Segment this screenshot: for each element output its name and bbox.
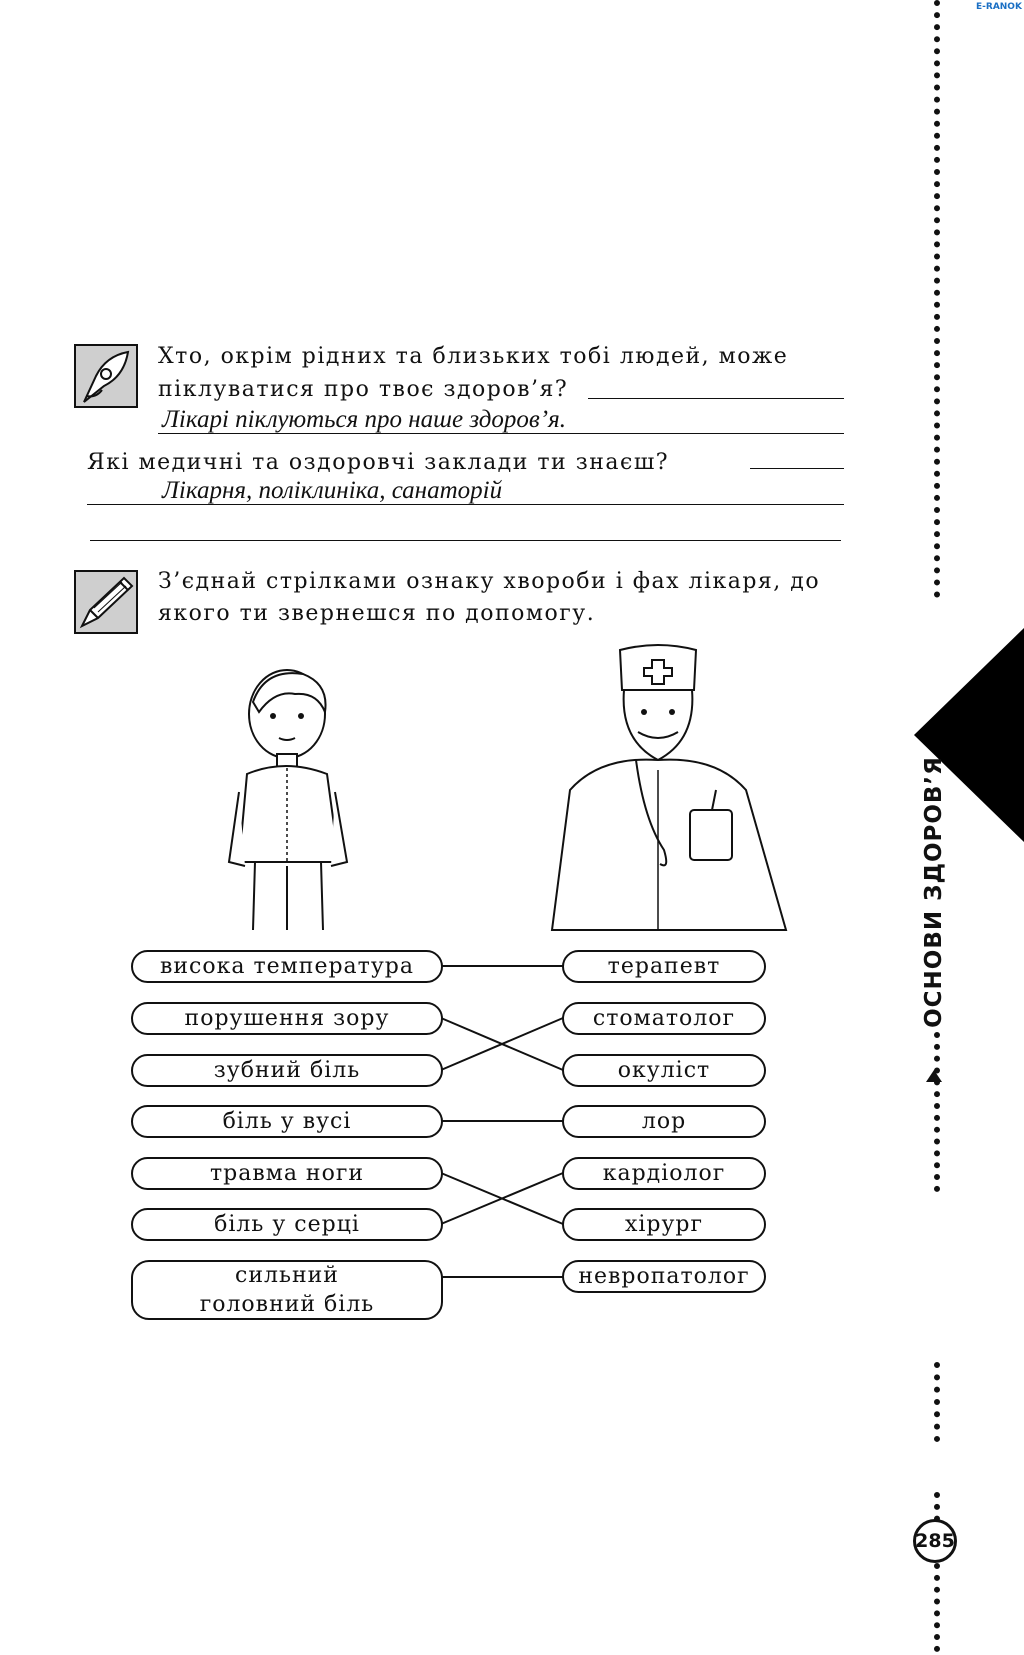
symptom-box[interactable] — [131, 1002, 443, 1035]
doctor-label: терапевт — [607, 954, 721, 979]
symptom-label: біль у вусі — [222, 1109, 352, 1134]
chapter-pointer-icon — [926, 1070, 942, 1082]
margin-dots-bottom-b — [934, 1492, 940, 1652]
symptom-box[interactable] — [131, 1260, 443, 1320]
symptom-box[interactable] — [131, 1054, 443, 1087]
symptom-box[interactable] — [131, 1157, 443, 1190]
margin-dots-bottom-a — [934, 1362, 940, 1442]
task-line-1: З’єднай стрілками ознаку хвороби і фах лікаря, до — [158, 569, 821, 594]
symptom-label: зубний біль — [213, 1058, 361, 1083]
doctor-box[interactable] — [562, 1157, 766, 1190]
answer-1-text: Лікарі піклуються про наше здоров’я. — [162, 406, 566, 433]
task-line-2: якого ти звернешся по допомогу. — [158, 601, 596, 626]
symptom-label: головний біль — [199, 1292, 375, 1317]
doctor-label: стоматолог — [592, 1006, 736, 1031]
doctor-box[interactable] — [562, 1260, 766, 1293]
doctor-box[interactable] — [562, 950, 766, 983]
question-2: Які медичні та оздоровчі заклади ти знаєш? — [87, 450, 670, 475]
margin-dots-middle — [934, 1032, 940, 1192]
question-1-line-1: Хто, окрім рідних та близьких тобі людей, може — [158, 344, 789, 369]
doctor-label: невропатолог — [578, 1264, 750, 1289]
doctor-label: лор — [641, 1109, 687, 1134]
doctor-label: кардіолог — [602, 1161, 726, 1186]
symptom-label: порушення зору — [184, 1006, 390, 1031]
symptom-box[interactable] — [131, 950, 443, 983]
symptom-box[interactable] — [131, 1105, 443, 1138]
symptom-label: травма ноги — [209, 1161, 365, 1186]
symptom-box[interactable] — [131, 1208, 443, 1241]
doctor-box[interactable] — [562, 1105, 766, 1138]
page-number: 285 — [913, 1519, 957, 1563]
doctor-box[interactable] — [562, 1002, 766, 1035]
symptom-label: висока температура — [160, 954, 414, 979]
symptom-label: біль у серці — [214, 1212, 360, 1237]
doctor-label: окуліст — [617, 1058, 711, 1083]
doctor-box[interactable] — [562, 1208, 766, 1241]
brand-logo: E-RANOK — [976, 2, 1022, 12]
doctor-label: хірург — [624, 1212, 704, 1237]
doctor-box[interactable] — [562, 1054, 766, 1087]
question-1-line-2: піклуватися про твоє здоров’я? — [158, 377, 569, 402]
chapter-title: ОСНОВИ ЗДОРОВ’Я — [921, 756, 947, 1028]
symptom-label: сильний — [235, 1263, 339, 1288]
margin-dots-top — [934, 0, 940, 598]
answer-2-text: Лікарня, поліклиніка, санаторій — [162, 477, 503, 504]
